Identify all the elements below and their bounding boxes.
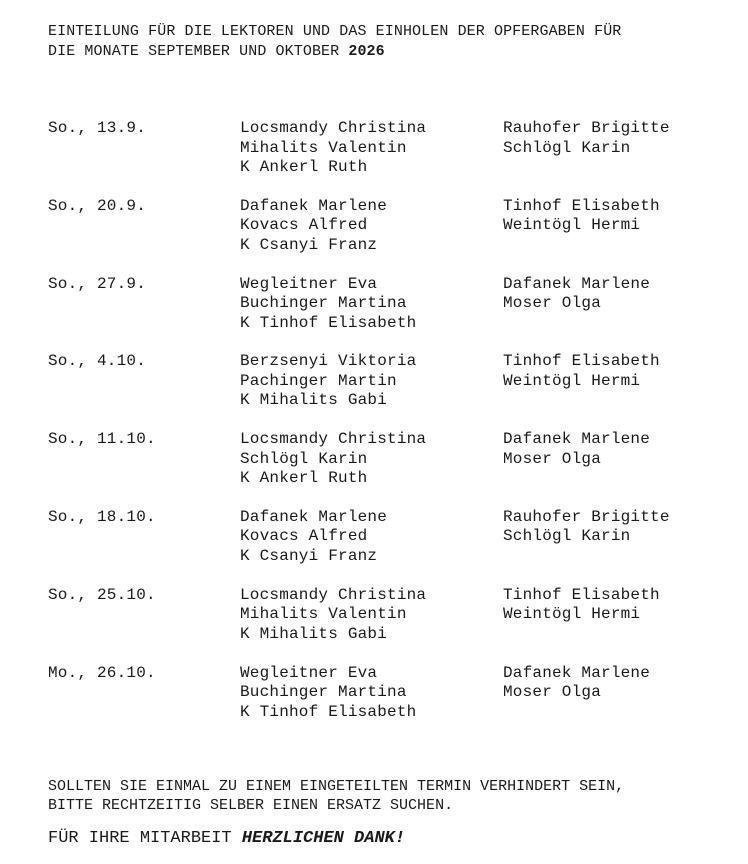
- offering-collector-name: Dafanek Marlene: [503, 663, 651, 682]
- offering-collector-name: Tinhof Elisabeth: [503, 196, 660, 215]
- offering-collector-name: Moser Olga: [503, 683, 602, 702]
- entry-date: So., 18.10.: [48, 507, 156, 526]
- entry-date: Mo., 26.10.: [48, 663, 156, 682]
- offering-collector-names: [503, 119, 670, 197]
- lector-name: K Csanyi Franz: [240, 235, 378, 254]
- offering-collector-name: Weintögl Hermi: [503, 605, 641, 624]
- entry-date: So., 11.10.: [48, 430, 156, 449]
- document-title: [48, 22, 621, 62]
- lector-name: Locsmandy Christina: [240, 430, 427, 449]
- lector-name: Kovacs Alfred: [240, 216, 368, 235]
- lector-names: [240, 275, 503, 353]
- lector-names: [240, 119, 503, 197]
- offering-collector-names: [503, 352, 660, 430]
- offering-collector-names: [503, 664, 650, 742]
- lector-name: Locsmandy Christina: [240, 585, 427, 604]
- thanks-prefix: FÜR IHRE MITARBEIT: [48, 829, 242, 848]
- lector-name: Dafanek Marlene: [240, 196, 388, 215]
- title-line-1: EINTEILUNG FÜR DIE LEKTOREN UND DAS EINHOLEN DER OPFERGABEN FÜR: [48, 23, 622, 40]
- thanks-line: [48, 828, 405, 850]
- offering-collector-name: Weintögl Hermi: [503, 371, 641, 390]
- lector-names: [240, 352, 503, 430]
- schedule-list: [48, 119, 728, 741]
- offering-collector-name: Tinhof Elisabeth: [503, 352, 660, 371]
- offering-collector-name: Rauhofer Brigitte: [503, 119, 670, 137]
- schedule-entry: [48, 119, 728, 197]
- offering-collector-name: Tinhof Elisabeth: [503, 585, 660, 604]
- notice-line-2: BITTE RECHTZEITIG SELBER EINEN ERSATZ SUCHEN.: [48, 797, 454, 814]
- lector-name: Dafanek Marlene: [240, 507, 388, 526]
- title-year: 2026: [348, 43, 385, 60]
- offering-collector-names: [503, 508, 670, 586]
- title-line-2-text: DIE MONATE SEPTEMBER UND OKTOBER: [48, 43, 349, 60]
- entry-date: So., 4.10.: [48, 352, 147, 371]
- lector-name: K Tinhof Elisabeth: [240, 313, 417, 332]
- lector-name: K Tinhof Elisabeth: [240, 702, 417, 721]
- lector-name: Wegleitner Eva: [240, 663, 378, 682]
- offering-collector-name: Moser Olga: [503, 294, 602, 313]
- schedule-entry: [48, 352, 728, 430]
- lector-name: Kovacs Alfred: [240, 527, 368, 546]
- offering-collector-name: Schlögl Karin: [503, 138, 631, 157]
- offering-collector-names: [503, 197, 660, 275]
- lector-name: Pachinger Martin: [240, 371, 397, 390]
- lector-names: [240, 664, 503, 742]
- schedule-entry: [48, 664, 728, 742]
- lector-name: Mihalits Valentin: [240, 138, 407, 157]
- schedule-entry: [48, 275, 728, 353]
- replacement-notice: [48, 777, 624, 815]
- offering-collector-name: Schlögl Karin: [503, 527, 631, 546]
- lector-name: Buchinger Martina: [240, 294, 407, 313]
- entry-date: So., 20.9.: [48, 196, 147, 215]
- offering-collector-names: [503, 430, 650, 508]
- lector-names: [240, 197, 503, 275]
- lector-name: Berzsenyi Viktoria: [240, 352, 417, 371]
- thanks-emphasis: HERZLICHEN DANK!: [241, 829, 406, 848]
- lector-name: Schlögl Karin: [240, 449, 368, 468]
- title-line-2: [48, 42, 621, 62]
- lector-name: K Mihalits Gabi: [240, 391, 388, 410]
- lector-name: K Mihalits Gabi: [240, 624, 388, 643]
- offering-collector-names: [503, 275, 650, 353]
- lector-name: K Csanyi Franz: [240, 546, 378, 565]
- schedule-entry: [48, 430, 728, 508]
- entry-date: So., 27.9.: [48, 274, 147, 293]
- lector-names: [240, 586, 503, 664]
- lector-name: Locsmandy Christina: [240, 119, 427, 137]
- schedule-entry: [48, 197, 728, 275]
- entry-date: So., 25.10.: [48, 585, 156, 604]
- lector-name: Wegleitner Eva: [240, 274, 378, 293]
- schedule-entry: [48, 586, 728, 664]
- offering-collector-name: Weintögl Hermi: [503, 216, 641, 235]
- offering-collector-name: Dafanek Marlene: [503, 274, 651, 293]
- lector-name: Buchinger Martina: [240, 683, 407, 702]
- offering-collector-name: Rauhofer Brigitte: [503, 507, 670, 526]
- offering-collector-name: Dafanek Marlene: [503, 430, 651, 449]
- lector-names: [240, 430, 503, 508]
- lector-names: [240, 508, 503, 586]
- offering-collector-names: [503, 586, 660, 664]
- offering-collector-name: Moser Olga: [503, 449, 602, 468]
- entry-date: So., 13.9.: [48, 119, 147, 137]
- lector-name: K Ankerl Ruth: [240, 469, 368, 488]
- schedule-entry: [48, 508, 728, 586]
- notice-line-1: SOLLTEN SIE EINMAL ZU EINEM EINGETEILTEN TERMIN VERHINDERT SEIN,: [48, 778, 625, 795]
- lector-name: K Ankerl Ruth: [240, 158, 368, 176]
- lector-name: Mihalits Valentin: [240, 605, 407, 624]
